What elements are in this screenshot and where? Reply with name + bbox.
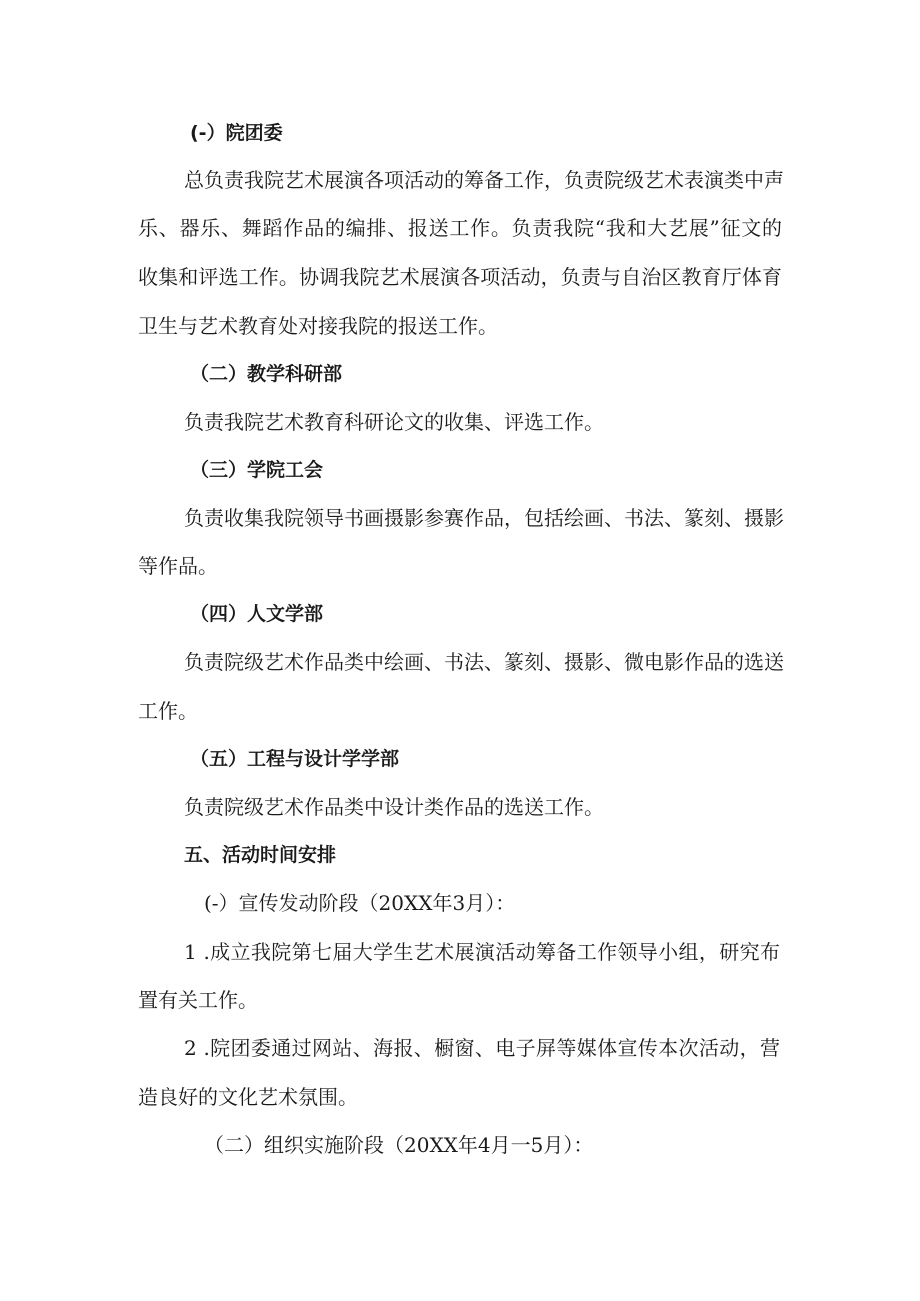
section-heading-engineering-design: （五）工程与设计学学部 — [190, 748, 400, 770]
paragraph-line: 负责院级艺术作品类中绘画、书法、篆刻、摄影、微电影作品的选送 — [184, 650, 784, 674]
section-heading-humanities: （四）人文学部 — [190, 603, 324, 625]
paragraph-line: 卫生与艺术教育处对接我院的报送工作。 — [138, 314, 498, 338]
paragraph-line: 等作品。 — [138, 554, 218, 578]
stage-heading-publicity: (-）宣传发动阶段（20XX年3月）： — [204, 891, 516, 915]
list-item-line: 造良好的文化艺术氛围。 — [138, 1085, 358, 1109]
list-item-line: 置有关工作。 — [138, 988, 258, 1012]
paragraph-line: 乐、器乐、舞蹈作品的编排、报送工作。负责我院“我和大艺展”征文的 — [138, 216, 782, 240]
section-heading-union: （三）学院工会 — [190, 459, 324, 481]
section-heading-youth-league: (-）院团委 — [190, 122, 283, 144]
paragraph-line: 负责收集我院领导书画摄影参赛作品，包括绘画、书法、篆刻、摄影 — [184, 506, 784, 530]
paragraph-line: 收集和评选工作。协调我院艺术展演各项活动，负责与自治区教育厅体育 — [138, 265, 782, 289]
paragraph-line: 总负责我院艺术展演各项活动的筹备工作，负责院级艺术表演类中声 — [184, 168, 784, 192]
section-heading-teaching-research: （二）教学科研部 — [190, 363, 343, 385]
paragraph-line: 负责院级艺术作品类中设计类作品的选送工作。 — [184, 795, 604, 819]
part-five-heading: 五、活动时间安排 — [184, 844, 337, 866]
stage-heading-implementation: （二）组织实施阶段（20XX年4月一5月）： — [204, 1133, 594, 1157]
paragraph-line: 工作。 — [138, 699, 198, 723]
paragraph-line: 负责我院艺术教育科研论文的收集、评选工作。 — [184, 410, 604, 434]
list-item-line: 2 .院团委通过网站、海报、橱窗、电子屏等媒体宣传本次活动，营 — [184, 1036, 780, 1060]
list-item-line: 1 .成立我院第七届大学生艺术展演活动筹备工作领导小组，研究布 — [184, 940, 780, 964]
